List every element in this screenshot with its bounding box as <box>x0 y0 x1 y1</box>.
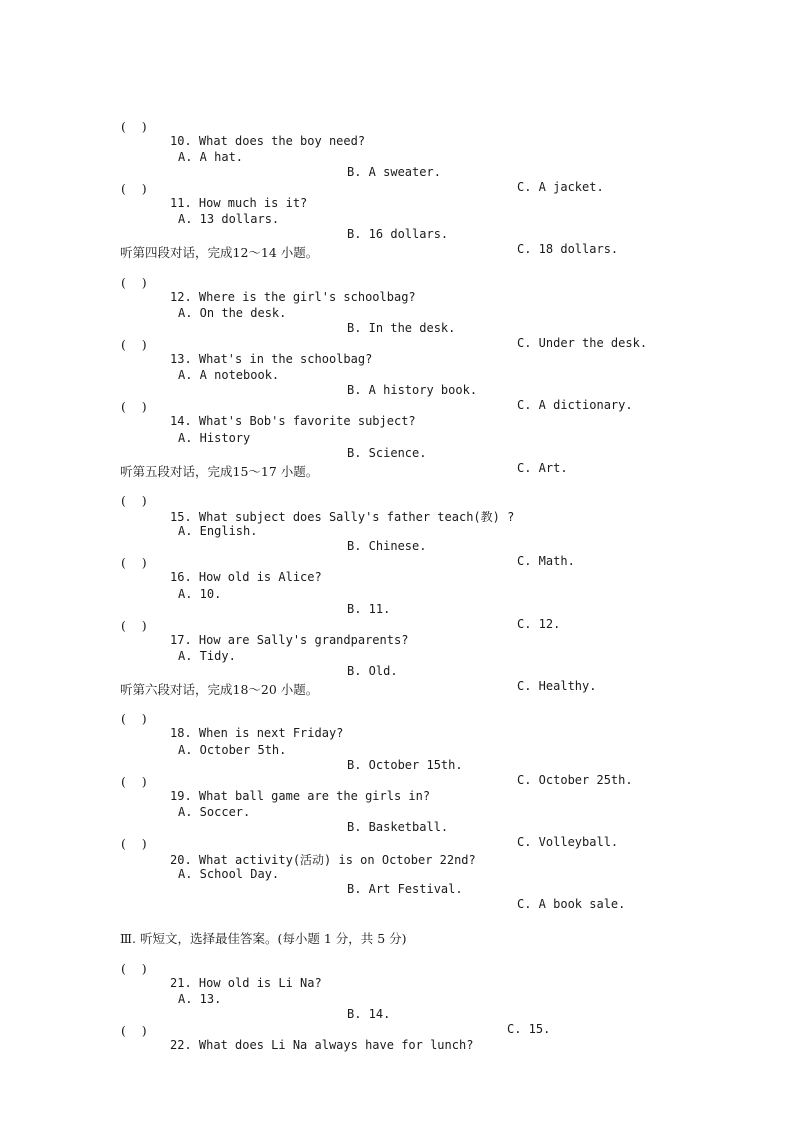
question-21 <box>0 946 793 990</box>
option-a: A. Tidy. <box>178 649 236 663</box>
section-heading-part4: 听第四段对话，完成12～14 小题。 <box>120 245 319 260</box>
answer-blank[interactable]: ( ) <box>121 493 147 508</box>
answer-blank[interactable]: ( ) <box>121 399 147 414</box>
question-text: 18. When is next Friday? <box>170 726 344 740</box>
option-c: C. Healthy. <box>517 679 597 693</box>
question-text: 19. What ball game are the girls in? <box>170 789 431 803</box>
options-18 <box>0 728 793 787</box>
option-c: C. A book sale. <box>517 897 626 911</box>
option-c: C. Art. <box>517 461 568 475</box>
answer-blank[interactable]: ( ) <box>121 555 147 570</box>
option-b: B. Art Festival. <box>347 882 463 896</box>
answer-blank[interactable]: ( ) <box>121 181 147 196</box>
question-10 <box>0 104 793 148</box>
section-heading-section3: Ⅲ. 听短文，选择最佳答案。(每小题 1 分，共 5 分) <box>120 931 407 946</box>
answer-blank[interactable]: ( ) <box>121 836 147 851</box>
option-a: A. On the desk. <box>178 306 287 320</box>
option-b: B. October 15th. <box>347 758 463 772</box>
answer-blank[interactable]: ( ) <box>121 618 147 633</box>
options-19 <box>0 790 793 849</box>
option-c: C. 15. <box>507 1022 551 1036</box>
answer-blank[interactable]: ( ) <box>121 1023 147 1038</box>
option-c: C. 12. <box>517 617 561 631</box>
option-a: A. October 5th. <box>178 743 287 757</box>
option-b: B. Chinese. <box>347 539 427 553</box>
answer-blank[interactable]: ( ) <box>121 337 147 352</box>
question-text: 11. How much is it? <box>170 196 308 210</box>
question-18 <box>0 696 793 740</box>
option-a: A. A notebook. <box>178 368 280 382</box>
question-text: 14. What's Bob's favorite subject? <box>170 414 416 428</box>
question-text: 13. What's in the schoolbag? <box>170 352 373 366</box>
option-a: A. A hat. <box>178 150 244 164</box>
options-21 <box>0 977 793 1036</box>
question-15 <box>0 478 793 524</box>
option-b: B. 11. <box>347 602 391 616</box>
option-a: A. 13 dollars. <box>178 212 280 226</box>
option-b: B. A history book. <box>347 383 478 397</box>
question-text: 12. Where is the girl's schoolbag? <box>170 290 416 304</box>
answer-blank[interactable]: ( ) <box>121 961 147 976</box>
option-a: A. History <box>178 431 251 445</box>
options-15 <box>0 509 793 568</box>
question-text: 16. How old is Alice? <box>170 570 322 584</box>
answer-blank[interactable]: ( ) <box>121 711 147 726</box>
answer-blank[interactable]: ( ) <box>121 119 147 134</box>
options-13 <box>0 353 793 412</box>
question-12 <box>0 260 793 304</box>
option-b: B. In the desk. <box>347 321 456 335</box>
question-text: 21. How old is Li Na? <box>170 976 322 990</box>
section-heading-part6: 听第六段对话，完成18～20 小题。 <box>120 682 319 697</box>
option-c: C. October 25th. <box>517 773 633 787</box>
option-c: C. A dictionary. <box>517 398 633 412</box>
answer-blank[interactable]: ( ) <box>121 275 147 290</box>
option-a: A. School Day. <box>178 867 280 881</box>
option-c: C. 18 dollars. <box>517 242 619 256</box>
option-c: C. Under the desk. <box>517 336 648 350</box>
question-text: 22. What does Li Na always have for lunch? <box>170 1038 474 1052</box>
option-b: B. A sweater. <box>347 165 441 179</box>
options-10 <box>0 135 793 194</box>
option-a: A. Soccer. <box>178 805 251 819</box>
question-text: 17. How are Sally's grandparents? <box>170 633 409 647</box>
question-text: 20. What activity(活动) is on October 22nd? <box>170 853 476 867</box>
option-c: C. Math. <box>517 554 575 568</box>
option-a: A. 13. <box>178 992 222 1006</box>
option-a: A. English. <box>178 524 258 538</box>
options-16 <box>0 572 793 631</box>
option-b: B. Science. <box>347 446 427 460</box>
option-c: C. Volleyball. <box>517 835 619 849</box>
question-text: 10. What does the boy need? <box>170 134 366 148</box>
option-b: B. Old. <box>347 664 398 678</box>
option-a: A. 10. <box>178 587 222 601</box>
option-b: B. Basketball. <box>347 820 449 834</box>
section-heading-part5: 听第五段对话，完成15～17 小题。 <box>120 464 319 479</box>
answer-blank[interactable]: ( ) <box>121 774 147 789</box>
question-text: 15. What subject does Sally's father teach(教) ? <box>170 510 515 524</box>
option-c: C. A jacket. <box>517 180 604 194</box>
option-b: B. 14. <box>347 1007 391 1021</box>
option-b: B. 16 dollars. <box>347 227 449 241</box>
options-12 <box>0 291 793 350</box>
options-20 <box>0 852 793 911</box>
